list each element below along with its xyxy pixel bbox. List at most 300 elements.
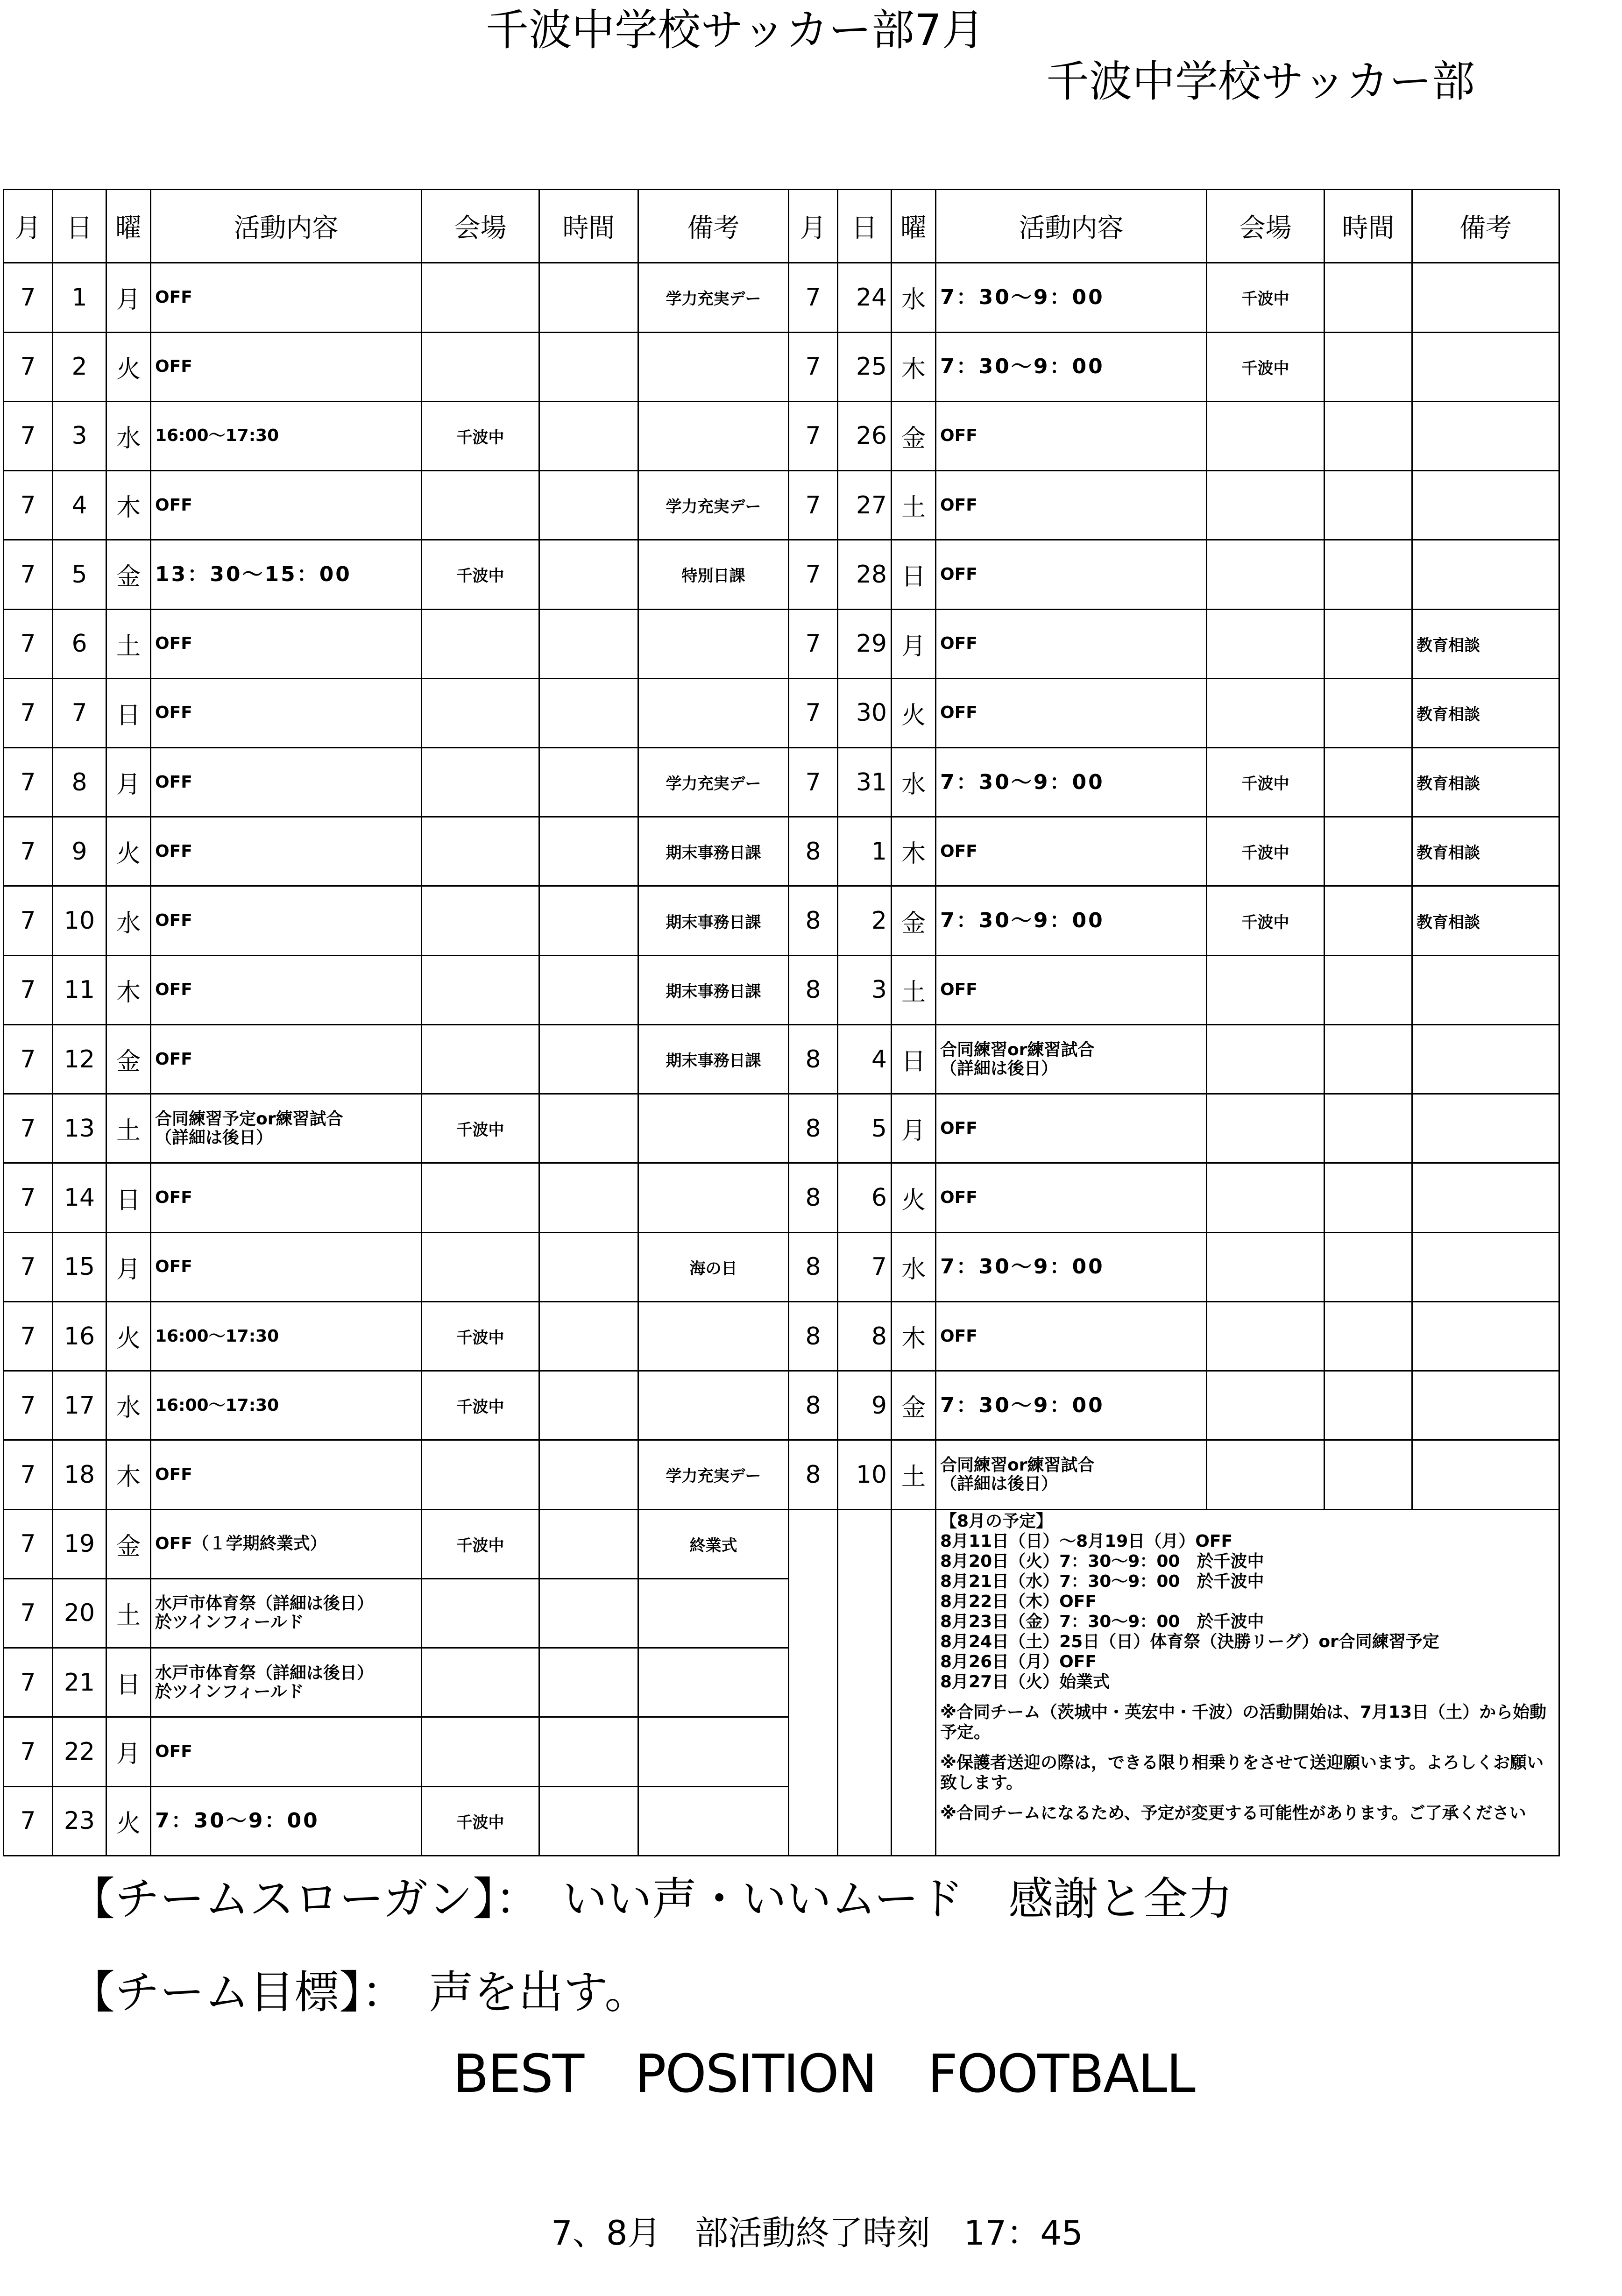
weekday-cell: 火 [106,1301,151,1371]
time-cell [1325,886,1412,955]
table-row [4,609,1559,678]
venue-cell [1207,1094,1325,1163]
venue-cell [422,263,539,332]
weekday-cell: 土 [106,1094,151,1163]
day-cell: 9 [838,1371,892,1440]
day-cell: 5 [53,540,106,609]
august-line: 8月27日（火）始業式 [940,1672,1110,1692]
activity-cell: OFF [151,1163,422,1232]
day-cell: 12 [53,1024,106,1094]
activity-cell: 7：30～9：00 [936,1232,1207,1301]
august-line: 【8月の予定】 [940,1511,1053,1531]
month-cell: 7 [789,263,838,332]
time-cell [1325,609,1412,678]
venue-cell [422,678,539,747]
table-row [4,401,1559,470]
day-cell: 19 [53,1509,106,1578]
time-cell [539,1648,638,1717]
note-line: ※保護者送迎の際は，できる限り相乗りをさせて送迎願います。よろしくお願い致します。 [940,1753,1544,1792]
activity-cell-line1: 合同練習予定or練習試合 [155,1109,343,1129]
august-line: 8月23日（金）7：30～9：00 於千波中 [940,1612,1264,1631]
month-cell: 7 [789,540,838,609]
header-weekday: 曜 [106,190,151,263]
weekday-cell: 月 [106,748,151,817]
note-cell: 教育相談 [1412,609,1559,678]
day-cell: 8 [53,748,106,817]
month-cell: 7 [4,540,53,609]
day-cell: 10 [838,1440,892,1509]
note-cell [638,609,789,678]
month-cell: 7 [4,817,53,886]
time-cell [1325,955,1412,1024]
activity-cell: 16:00～17:30 [151,401,422,470]
day-cell [838,1509,892,1855]
august-line: 8月22日（木）OFF [940,1592,1097,1611]
note-cell [638,332,789,401]
time-cell [1325,263,1412,332]
activity-cell: 7：30～9：00 [936,748,1207,817]
day-cell: 30 [838,678,892,747]
activity-cell: 7：30～9：00 [936,1371,1207,1440]
month-cell: 7 [4,1648,53,1717]
day-cell: 22 [53,1717,106,1786]
month-cell: 7 [4,1509,53,1578]
activity-cell-line2: （詳細は後日） [940,1059,1058,1078]
activity-cell: OFF [151,332,422,401]
activity-cell-line1: 水戸市体育祭（詳細は後日） [155,1663,374,1683]
table-row [4,1509,1559,1578]
note-line: ※合同チームになるため、予定が変更する可能性があります。ご了承ください [940,1803,1526,1823]
month-cell: 7 [4,886,53,955]
note-cell [638,1371,789,1440]
venue-cell: 千波中 [1207,332,1325,401]
month-cell: 8 [789,1024,838,1094]
month-cell: 8 [789,1163,838,1232]
venue-cell [422,609,539,678]
table-row [4,886,1559,955]
time-cell [539,1786,638,1855]
activity-cell: OFF [151,748,422,817]
month-cell: 7 [4,1163,53,1232]
time-cell [539,1232,638,1301]
activity-cell: OFF [151,817,422,886]
team-goal: 【チーム目標】： 声を出す。 [70,1966,650,2019]
weekday-cell: 火 [106,332,151,401]
month-cell: 7 [4,1578,53,1648]
time-cell [539,1440,638,1509]
time-cell [539,540,638,609]
venue-cell: 千波中 [422,1509,539,1578]
day-cell: 7 [53,678,106,747]
day-cell: 8 [838,1301,892,1371]
venue-cell: 千波中 [1207,886,1325,955]
month-cell: 7 [4,263,53,332]
note-cell [638,1648,789,1717]
note-cell: 期末事務日課 [638,1024,789,1094]
note-cell: 教育相談 [1412,817,1559,886]
time-cell [1325,678,1412,747]
day-cell: 1 [53,263,106,332]
weekday-cell: 水 [106,886,151,955]
note-cell: 期末事務日課 [638,817,789,886]
month-cell: 8 [789,1094,838,1163]
weekday-cell: 土 [892,471,936,540]
day-cell: 5 [838,1094,892,1163]
header-month: 月 [789,190,838,263]
month-cell: 8 [789,886,838,955]
day-cell: 10 [53,886,106,955]
month-cell: 7 [4,678,53,747]
time-cell [1325,748,1412,817]
time-cell [1325,471,1412,540]
time-cell [539,1301,638,1371]
weekday-cell: 水 [892,263,936,332]
venue-cell [422,1440,539,1509]
activity-cell [151,1578,422,1648]
day-cell: 6 [53,609,106,678]
time-cell [1325,1440,1412,1509]
weekday-cell: 金 [106,1509,151,1578]
page-subtitle: 千波中学校サッカー部 [1046,57,1475,107]
venue-cell [422,1163,539,1232]
header-month: 月 [4,190,53,263]
day-cell: 9 [53,817,106,886]
weekday-cell: 木 [106,471,151,540]
table-row [4,1440,1559,1509]
activity-cell: OFF [936,471,1207,540]
day-cell: 11 [53,955,106,1024]
note-cell: 学力充実デー [638,471,789,540]
activity-cell: 7：30～9：00 [151,1786,422,1855]
note-cell [638,678,789,747]
month-cell: 7 [4,332,53,401]
note-cell [1412,1024,1559,1094]
note-cell: 学力充実デー [638,748,789,817]
time-cell [539,678,638,747]
day-cell: 25 [838,332,892,401]
time-cell [1325,1371,1412,1440]
time-cell [539,817,638,886]
month-cell: 7 [4,471,53,540]
weekday-cell: 日 [106,678,151,747]
venue-cell [1207,1371,1325,1440]
note-cell [1412,263,1559,332]
day-cell: 2 [53,332,106,401]
activity-cell-line2: （詳細は後日） [155,1128,273,1147]
note-cell: 海の日 [638,1232,789,1301]
schedule-table [3,189,1560,1856]
note-cell [1412,401,1559,470]
weekday-cell: 木 [106,1440,151,1509]
venue-cell: 千波中 [422,401,539,470]
venue-cell [1207,1024,1325,1094]
august-line: 8月20日（火）7：30～9：00 於千波中 [940,1551,1264,1571]
activity-cell: OFF [936,1301,1207,1371]
note-cell [638,1578,789,1648]
header-notes: 備考 [638,190,789,263]
time-cell [539,401,638,470]
month-cell [789,1509,838,1855]
time-cell [539,1163,638,1232]
month-cell: 7 [4,401,53,470]
august-line: 8月11日（日）～8月19日（月）OFF [940,1531,1233,1551]
table-row [4,1371,1559,1440]
table-row [4,471,1559,540]
day-cell: 13 [53,1094,106,1163]
activity-cell: 16:00～17:30 [151,1301,422,1371]
activity-cell-line1: 水戸市体育祭（詳細は後日） [155,1594,374,1614]
weekday-cell: 木 [892,1301,936,1371]
venue-cell [422,471,539,540]
activity-cell: 16:00～17:30 [151,1371,422,1440]
activity-cell: OFF [151,471,422,540]
note-cell [1412,1232,1559,1301]
day-cell: 6 [838,1163,892,1232]
activity-cell: OFF [936,609,1207,678]
day-cell: 4 [53,471,106,540]
weekday-cell: 金 [892,1371,936,1440]
venue-cell [1207,1232,1325,1301]
note-cell: 学力充実デー [638,263,789,332]
activity-cell: OFF [151,263,422,332]
weekday-cell: 火 [106,817,151,886]
august-line: 8月24日（土）25日（日）体育祭（決勝リーグ）or合同練習予定 [940,1632,1439,1651]
table-row [4,1094,1559,1163]
venue-cell: 千波中 [422,540,539,609]
weekday-cell: 日 [892,1024,936,1094]
venue-cell [1207,955,1325,1024]
day-cell: 20 [53,1578,106,1648]
activity-cell-line1: 合同練習or練習試合 [940,1040,1095,1059]
activity-cell: OFF [151,1440,422,1509]
venue-cell [422,1024,539,1094]
venue-cell: 千波中 [1207,263,1325,332]
month-cell: 7 [4,1024,53,1094]
table-row [4,540,1559,609]
weekday-cell: 土 [106,609,151,678]
weekday-cell: 土 [892,1440,936,1509]
month-cell: 8 [789,817,838,886]
month-cell: 7 [789,471,838,540]
day-cell: 3 [53,401,106,470]
header-time: 時間 [1325,190,1412,263]
month-cell: 7 [4,1301,53,1371]
time-cell [1325,1232,1412,1301]
activity-cell-line2: （詳細は後日） [940,1474,1058,1493]
table-row [4,748,1559,817]
day-cell: 24 [838,263,892,332]
weekday-cell: 金 [892,886,936,955]
note-cell [1412,1301,1559,1371]
day-cell: 21 [53,1648,106,1717]
time-cell [1325,817,1412,886]
time-cell [539,332,638,401]
time-cell [539,955,638,1024]
activity-cell: OFF [151,678,422,747]
weekday-cell: 火 [892,1163,936,1232]
month-cell: 8 [789,1301,838,1371]
activity-cell: OFF（１学期終業式） [151,1509,422,1578]
activity-cell: OFF [151,1024,422,1094]
month-cell: 7 [4,1371,53,1440]
time-cell [1325,1163,1412,1232]
weekday-cell: 金 [892,401,936,470]
weekday-cell: 月 [106,263,151,332]
month-cell: 7 [4,1094,53,1163]
month-cell: 7 [4,1440,53,1509]
weekday-cell: 火 [106,1786,151,1855]
table-row [4,817,1559,886]
weekday-cell: 金 [106,1024,151,1094]
venue-cell: 千波中 [422,1786,539,1855]
weekday-cell: 水 [892,748,936,817]
day-cell: 3 [838,955,892,1024]
note-cell: 期末事務日課 [638,955,789,1024]
time-cell [539,1578,638,1648]
venue-cell [422,1232,539,1301]
team-motto: BEST POSITION FOOTBALL [453,2044,1195,2104]
activity-cell: 7：30～9：00 [936,332,1207,401]
venue-cell [1207,678,1325,747]
day-cell: 31 [838,748,892,817]
activity-cell: OFF [936,540,1207,609]
table-row [4,1301,1559,1371]
activity-cell [936,1440,1207,1509]
venue-cell: 千波中 [1207,748,1325,817]
venue-cell: 千波中 [422,1301,539,1371]
note-cell [638,1094,789,1163]
day-cell: 29 [838,609,892,678]
weekday-cell: 木 [892,332,936,401]
month-cell: 8 [789,1232,838,1301]
venue-cell [1207,609,1325,678]
note-cell [1412,471,1559,540]
table-row [4,1232,1559,1301]
note-cell: 終業式 [638,1509,789,1578]
weekday-cell: 木 [106,955,151,1024]
table-row [4,263,1559,332]
month-cell: 8 [789,1440,838,1509]
time-cell [539,1371,638,1440]
venue-cell [1207,1163,1325,1232]
day-cell: 7 [838,1232,892,1301]
venue-cell: 千波中 [1207,817,1325,886]
day-cell: 15 [53,1232,106,1301]
note-cell [638,1717,789,1786]
day-cell: 23 [53,1786,106,1855]
month-cell: 7 [4,1717,53,1786]
header-day: 日 [53,190,106,263]
activity-cell: 13：30～15：00 [151,540,422,609]
time-cell [539,1024,638,1094]
day-cell: 27 [838,471,892,540]
note-cell: 特別日課 [638,540,789,609]
header-row [4,190,1559,263]
weekday-cell: 水 [892,1232,936,1301]
time-cell [539,609,638,678]
day-cell: 16 [53,1301,106,1371]
team-slogan: 【チームスローガン】： いい声・いいムード 感謝と全力 [70,1873,1233,1925]
time-cell [1325,1094,1412,1163]
month-cell: 7 [4,609,53,678]
weekday-cell: 土 [106,1578,151,1648]
table-row [4,332,1559,401]
activity-cell: 7：30～9：00 [936,886,1207,955]
day-cell: 2 [838,886,892,955]
note-cell: 学力充実デー [638,1440,789,1509]
month-cell: 7 [789,678,838,747]
note-line: ※合同チーム（茨城中・英宏中・千波）の活動開始は、7月13日（土）から始動予定。 [940,1702,1547,1742]
header-activity: 活動内容 [936,190,1207,263]
header-activity: 活動内容 [151,190,422,263]
weekday-cell: 水 [106,1371,151,1440]
weekday-cell: 月 [892,609,936,678]
header-notes: 備考 [1412,190,1559,263]
month-cell: 8 [789,1371,838,1440]
time-cell [539,1509,638,1578]
time-cell [539,263,638,332]
venue-cell [422,1717,539,1786]
note-cell [1412,1440,1559,1509]
weekday-cell: 土 [892,955,936,1024]
venue-cell [422,886,539,955]
note-cell [638,1301,789,1371]
venue-cell [422,955,539,1024]
note-cell: 教育相談 [1412,748,1559,817]
activity-cell: OFF [151,1717,422,1786]
activity-cell: OFF [936,817,1207,886]
time-cell [1325,332,1412,401]
august-schedule-notes [936,1509,1559,1855]
venue-cell [1207,471,1325,540]
time-cell [1325,1301,1412,1371]
weekday-cell: 月 [106,1717,151,1786]
note-cell [638,401,789,470]
header-venue: 会場 [1207,190,1325,263]
activity-cell-line2: 於ツインフィールド [155,1613,304,1632]
activity-cell: OFF [151,609,422,678]
venue-cell: 千波中 [422,1371,539,1440]
end-time-note: 7、8月 部活動終了時刻 17：45 [551,2213,1083,2253]
note-cell [638,1786,789,1855]
activity-cell: OFF [936,401,1207,470]
day-cell: 1 [838,817,892,886]
activity-cell [151,1094,422,1163]
venue-cell [1207,540,1325,609]
month-cell: 7 [789,609,838,678]
note-cell [1412,1163,1559,1232]
month-cell: 7 [789,748,838,817]
day-cell: 26 [838,401,892,470]
header-weekday: 曜 [892,190,936,263]
month-cell: 7 [4,1232,53,1301]
venue-cell [422,332,539,401]
note-cell: 教育相談 [1412,886,1559,955]
header-time: 時間 [539,190,638,263]
activity-cell: OFF [151,1232,422,1301]
month-cell: 7 [4,748,53,817]
note-cell [638,1163,789,1232]
note-cell [1412,955,1559,1024]
day-cell: 17 [53,1371,106,1440]
activity-cell [151,1648,422,1717]
weekday-cell: 日 [106,1648,151,1717]
activity-cell: OFF [151,886,422,955]
note-cell [1412,1094,1559,1163]
venue-cell [1207,401,1325,470]
note-cell [1412,540,1559,609]
time-cell [1325,401,1412,470]
